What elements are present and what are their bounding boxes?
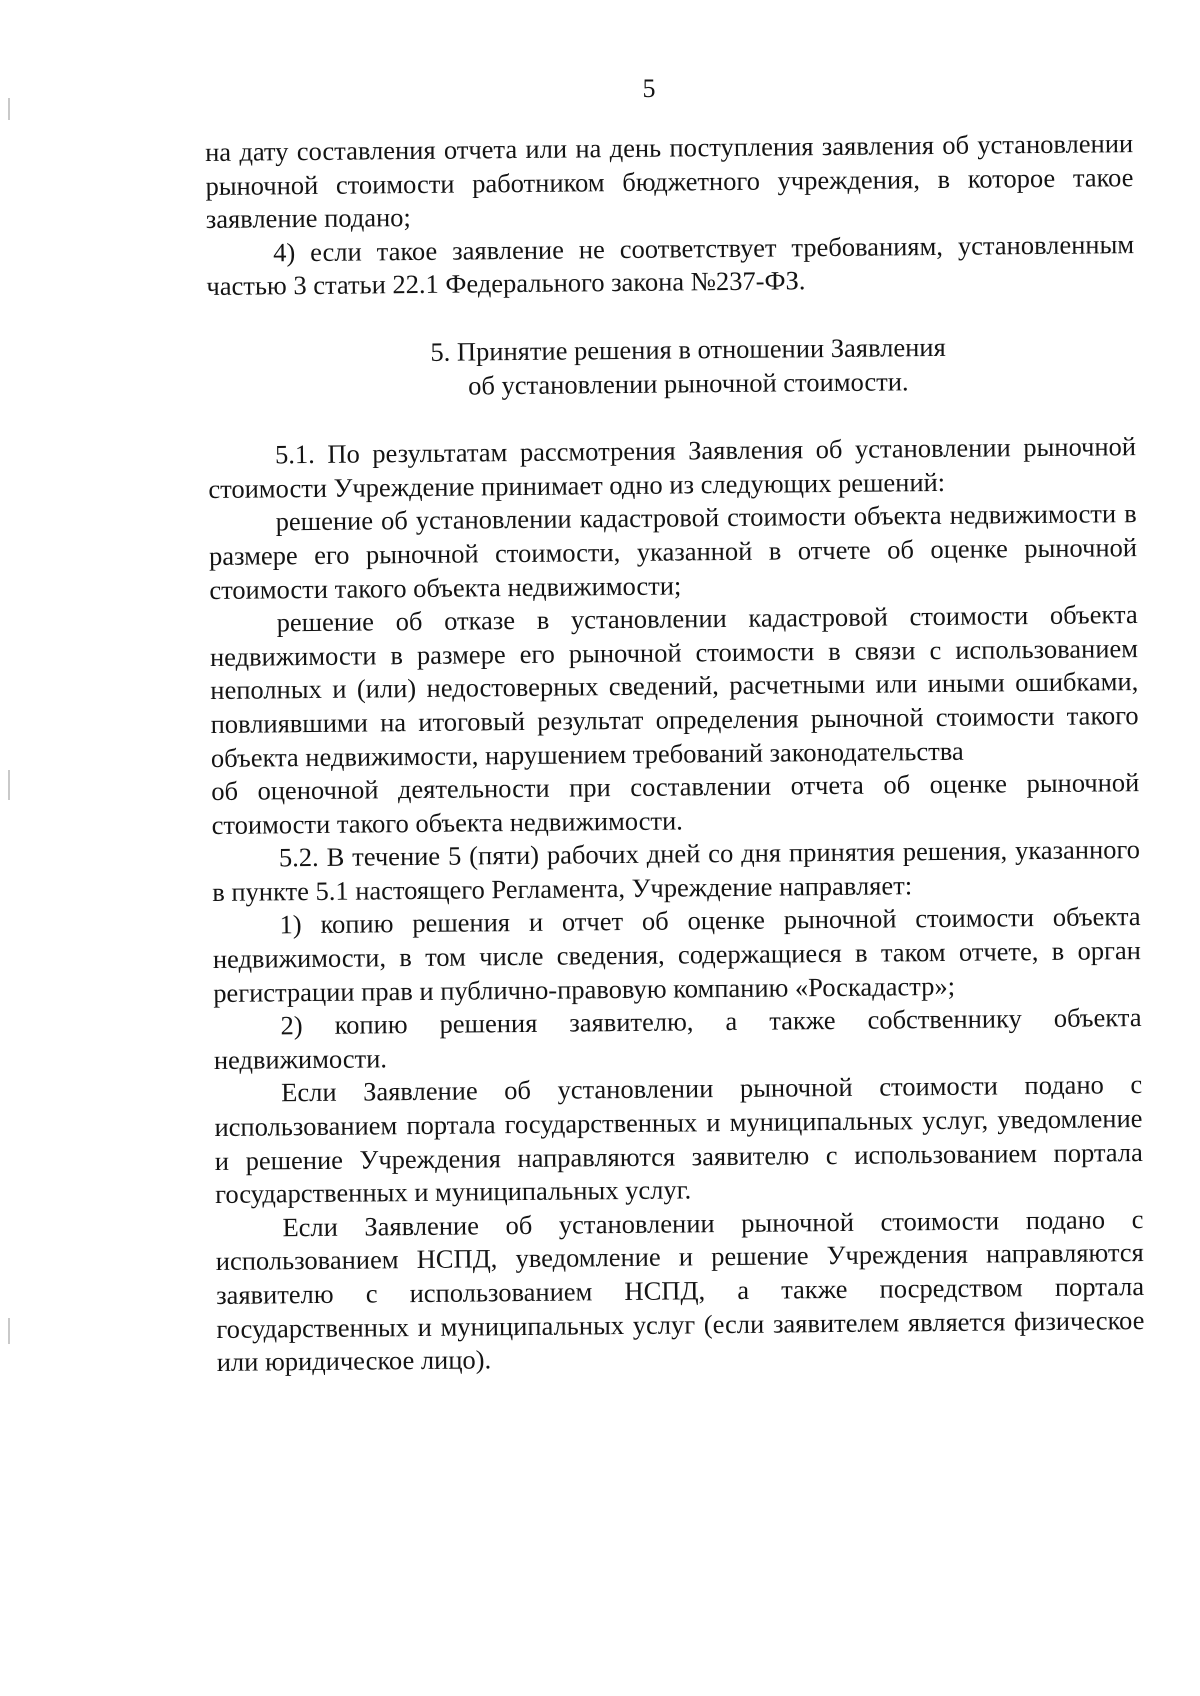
paragraph-nspd: Если Заявление об установлении рыночной стоимости подано с использованием НСПД, уведомление и решение Учреждения направляются заявителю с использованием НСПД, а также посредством портала государственных и муниципальных услуг (если заявителем является физическое или юридическое лицо). — [215, 1203, 1145, 1378]
paragraph-decision-refuse: решение об отказе в установлении кадастровой стоимости объекта недвижимости в размере его рыночной стоимости в связи с использованием неполных и (или) недостоверных сведений, расчетными или иными ошибками, повлиявшими на итоговый результат определения рыночной стоимости такого объекта недвижимости, нарушением требований законодательства — [209, 599, 1139, 773]
scan-margin-mark — [8, 770, 10, 800]
paragraph-decision-refuse-continued: об оценочной деятельности при составлении отчета об оценке рыночной стоимости такого объекта недвижимости. — [211, 767, 1140, 840]
paragraph-item-4: 4) если такое заявление не соответствует требованиям, установленным частью 3 статьи 22.1 Федерального закона №237-ФЗ. — [206, 228, 1135, 302]
paragraph-5-2: 5.2. В течение 5 (пяти) рабочих дней со дня принятия решения, указанного в пункте 5.1 настоящего Регламента, Учреждение направляет: — [212, 834, 1141, 907]
document-body — [205, 127, 1145, 1380]
section-heading-line-2: об установлении рыночной стоимости. — [468, 365, 909, 401]
page-number: 5 — [642, 74, 656, 103]
paragraph-decision-establish: решение об установлении кадастровой стоимости объекта недвижимости в размере его рыночной стоимости, указанной в отчете об оценке рыночной стоимости такого объекта недвижимости; — [208, 498, 1138, 605]
paragraph-5-1: 5.1. По результатам рассмотрения Заявления об установлении рыночной стоимости Учреждение принимает одно из следующих решений: — [208, 431, 1137, 504]
paragraph-item-1: 1) копию решения и отчет об оценке рыночной стоимости объекта недвижимости, в том числе сведения, содержащиеся в таком отчете, в орган регистрации прав и публично-правовую компанию «Роскадастр»; — [212, 901, 1142, 1008]
scan-margin-mark — [8, 1318, 10, 1344]
paragraph-portal: Если Заявление об установлении рыночной стоимости подано с использованием портала государственных и муниципальных услуг, уведомление и решение Учреждения направляются заявителю с использованием портала государственных и муниципальных услуг. — [214, 1069, 1143, 1210]
section-heading-line-1: 5. Принятие решения в отношении Заявления — [430, 331, 946, 367]
paragraph-item-2: 2) копию решения заявителю, а также собственнику объекта недвижимости. — [213, 1002, 1142, 1075]
paragraph-continuation: на дату составления отчета или на день поступления заявления об установлении рыночной стоимости работником бюджетного учреждения, в которое такое заявление подано; — [205, 128, 1134, 235]
